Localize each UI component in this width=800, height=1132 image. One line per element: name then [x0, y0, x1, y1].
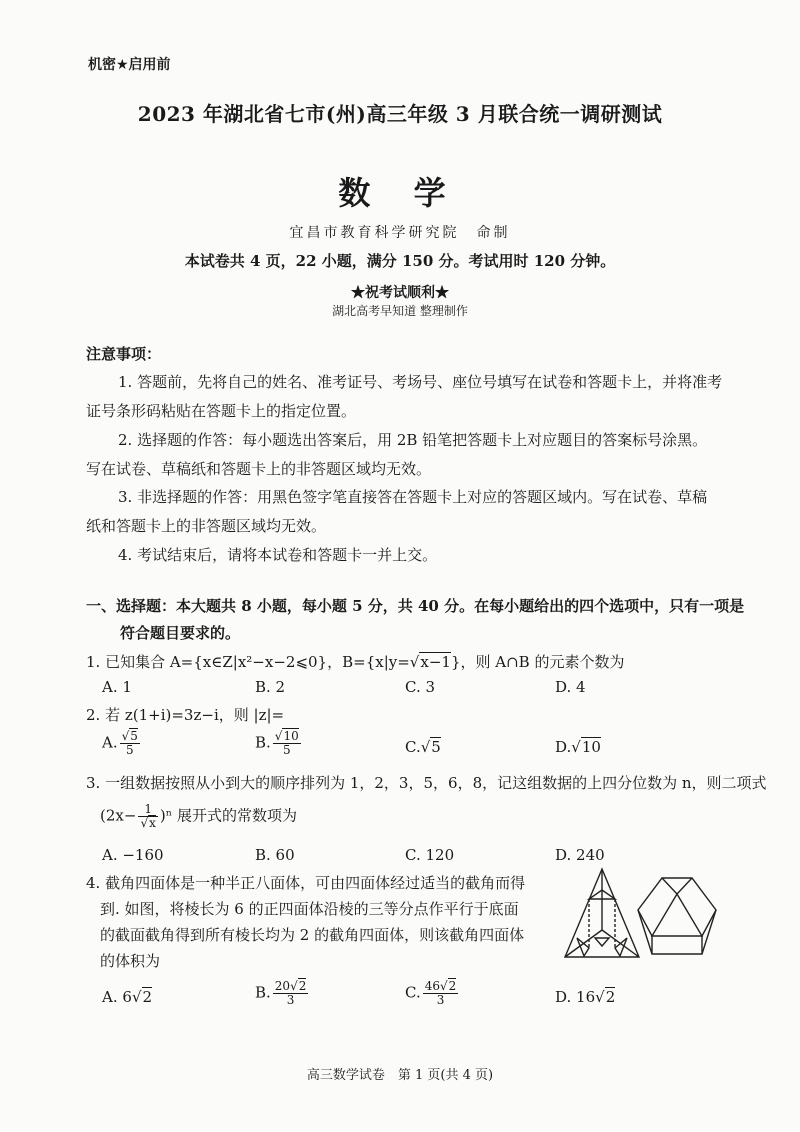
q2-b-den: 5	[282, 743, 291, 757]
q1-option-a: A. 1	[102, 678, 132, 696]
q4-b-num-a: 20	[274, 979, 291, 993]
q1-radicand: x−1	[420, 653, 451, 671]
q4-c-num-a: 46	[424, 979, 440, 993]
q4-d-rad: 2	[605, 988, 616, 1006]
q4-a-label: A.	[102, 988, 118, 1006]
note-3b: 纸和答题卡上的非答题区域均无效。	[86, 517, 327, 535]
sqrt-icon	[290, 979, 298, 993]
q1-option-b: B. 2	[255, 678, 286, 696]
q4-c-num-rad: 2	[448, 979, 457, 993]
q3-expr-a: (2x−	[100, 806, 137, 825]
sqrt-icon	[440, 979, 448, 993]
q4-a-val: 6	[122, 988, 132, 1006]
q3-option-c: C. 120	[405, 846, 455, 864]
sqrt-icon	[132, 988, 142, 1006]
q2-a-den: 5	[125, 743, 134, 757]
question-4-line2: 到. 如图，将棱长为 6 的正四面体沿棱的三等分点作平行于底面	[100, 900, 519, 918]
sqrt-icon	[410, 653, 420, 671]
note-3a: 3. 非选择题的作答：用黑色签字笔直接答在答题卡上对应的答题区域内。写在试卷、草稿	[118, 488, 708, 506]
subject-title: 数 学	[338, 174, 462, 212]
note-2b: 写在试卷、草稿纸和答题卡上的非答题区域均无效。	[86, 460, 432, 478]
page-footer: 高三数学试卷 第 1 页(共 4 页)	[306, 1068, 494, 1083]
question-3-line2	[100, 803, 297, 830]
q3-option-a: A. −160	[102, 846, 164, 864]
q2-c-label: C.	[405, 738, 421, 756]
q1-option-d: D. 4	[555, 678, 586, 696]
q2-option-a	[102, 730, 142, 757]
q4-option-c	[405, 980, 460, 1007]
q2-b-label: B.	[255, 733, 271, 752]
q1-stem-a: 1. 已知集合 A={x∈Z|x²−x−2⩽0}，B={x|y=	[86, 653, 410, 671]
q4-d-label: D.	[555, 988, 572, 1006]
q4-option-b	[255, 980, 310, 1007]
note-1a: 1. 答题前，先将自己的姓名、准考证号、考场号、座位号填写在试卷和答题卡上，并将准考	[118, 373, 723, 391]
q2-a-num: 5	[130, 729, 138, 743]
exam-info: 本试卷共 4 页，22 小题，满分 150 分。考试用时 120 分钟。	[184, 252, 616, 270]
q2-option-b	[255, 730, 303, 757]
sqrt-icon	[140, 816, 148, 830]
q2-d-rad: 10	[581, 738, 601, 756]
q2-d-label: D.	[555, 738, 572, 756]
question-1	[86, 651, 624, 672]
tetrahedron-figure	[562, 866, 642, 962]
note-4: 4. 考试结束后，请将本试卷和答题卡一并上交。	[118, 546, 438, 564]
sqrt-icon	[421, 738, 431, 756]
sqrt-icon	[595, 988, 605, 1006]
q3-frac-num: 1	[138, 803, 157, 817]
q4-b-den: 3	[286, 993, 295, 1007]
q2-a-label: A.	[102, 733, 118, 752]
question-4-line1: 4. 截角四面体是一种半正八面体，可由四面体经过适当的截角而得	[86, 874, 526, 892]
note-1b: 证号条形码粘贴在答题卡上的指定位置。	[86, 402, 357, 420]
q3-option-b: B. 60	[255, 846, 295, 864]
q2-option-c	[405, 738, 441, 756]
q4-b-num-rad: 2	[298, 979, 307, 993]
q4-d-val: 16	[576, 988, 596, 1006]
q3-expr-b: )ⁿ 展开式的常数项为	[159, 806, 297, 825]
note-2a: 2. 选择题的作答：每小题选出答案后，用 2B 铅笔把答题卡上对应题目的答案标号涂黑。	[118, 431, 708, 449]
q2-b-num: 10	[283, 729, 299, 743]
question-4-line4: 的体积为	[100, 952, 161, 970]
truncated-tetrahedron-figure	[632, 874, 722, 962]
q2-option-d	[555, 738, 601, 756]
q4-c-label: C.	[405, 983, 421, 1002]
good-luck: ★祝考试顺利★	[351, 285, 449, 301]
q1-stem-b: }，则 A∩B 的元素个数为	[450, 653, 625, 671]
q4-option-d	[555, 988, 615, 1006]
section1-heading-line1: 一、选择题：本大题共 8 小题，每小题 5 分，共 40 分。在每小题给出的四个选项中，只有一项是	[86, 597, 745, 615]
author-line: 宜昌市教育科学研究院 命制	[289, 225, 511, 241]
q4-c-den: 3	[436, 993, 445, 1007]
confidential-label: 机密★启用前	[88, 57, 171, 73]
exam-title: 2023 年湖北省七市(州)高三年级 3 月联合统一调研测试	[137, 102, 663, 126]
q4-b-label: B.	[255, 983, 271, 1002]
question-3-line1: 3. 一组数据按照从小到大的顺序排列为 1，2，3，5，6，8，记这组数据的上四分位数为 n，则二项式	[86, 774, 767, 792]
q3-frac-den: x	[149, 816, 156, 830]
q2-c-rad: 5	[431, 738, 441, 756]
q4-option-a	[102, 988, 152, 1006]
question-2: 2. 若 z(1+i)=3z−i，则 |z|=	[86, 706, 285, 724]
sqrt-icon	[571, 738, 581, 756]
q3-option-d: D. 240	[555, 846, 605, 864]
q4-a-rad: 2	[142, 988, 153, 1006]
q1-option-c: C. 3	[405, 678, 436, 696]
maker-line: 湖北高考早知道 整理制作	[332, 304, 468, 318]
notes-heading: 注意事项：	[86, 345, 162, 363]
question-4-line3: 的截面截角得到所有棱长均为 2 的截角四面体，则该截角四面体	[100, 926, 525, 944]
section1-heading-line2: 符合题目要求的。	[120, 624, 241, 642]
